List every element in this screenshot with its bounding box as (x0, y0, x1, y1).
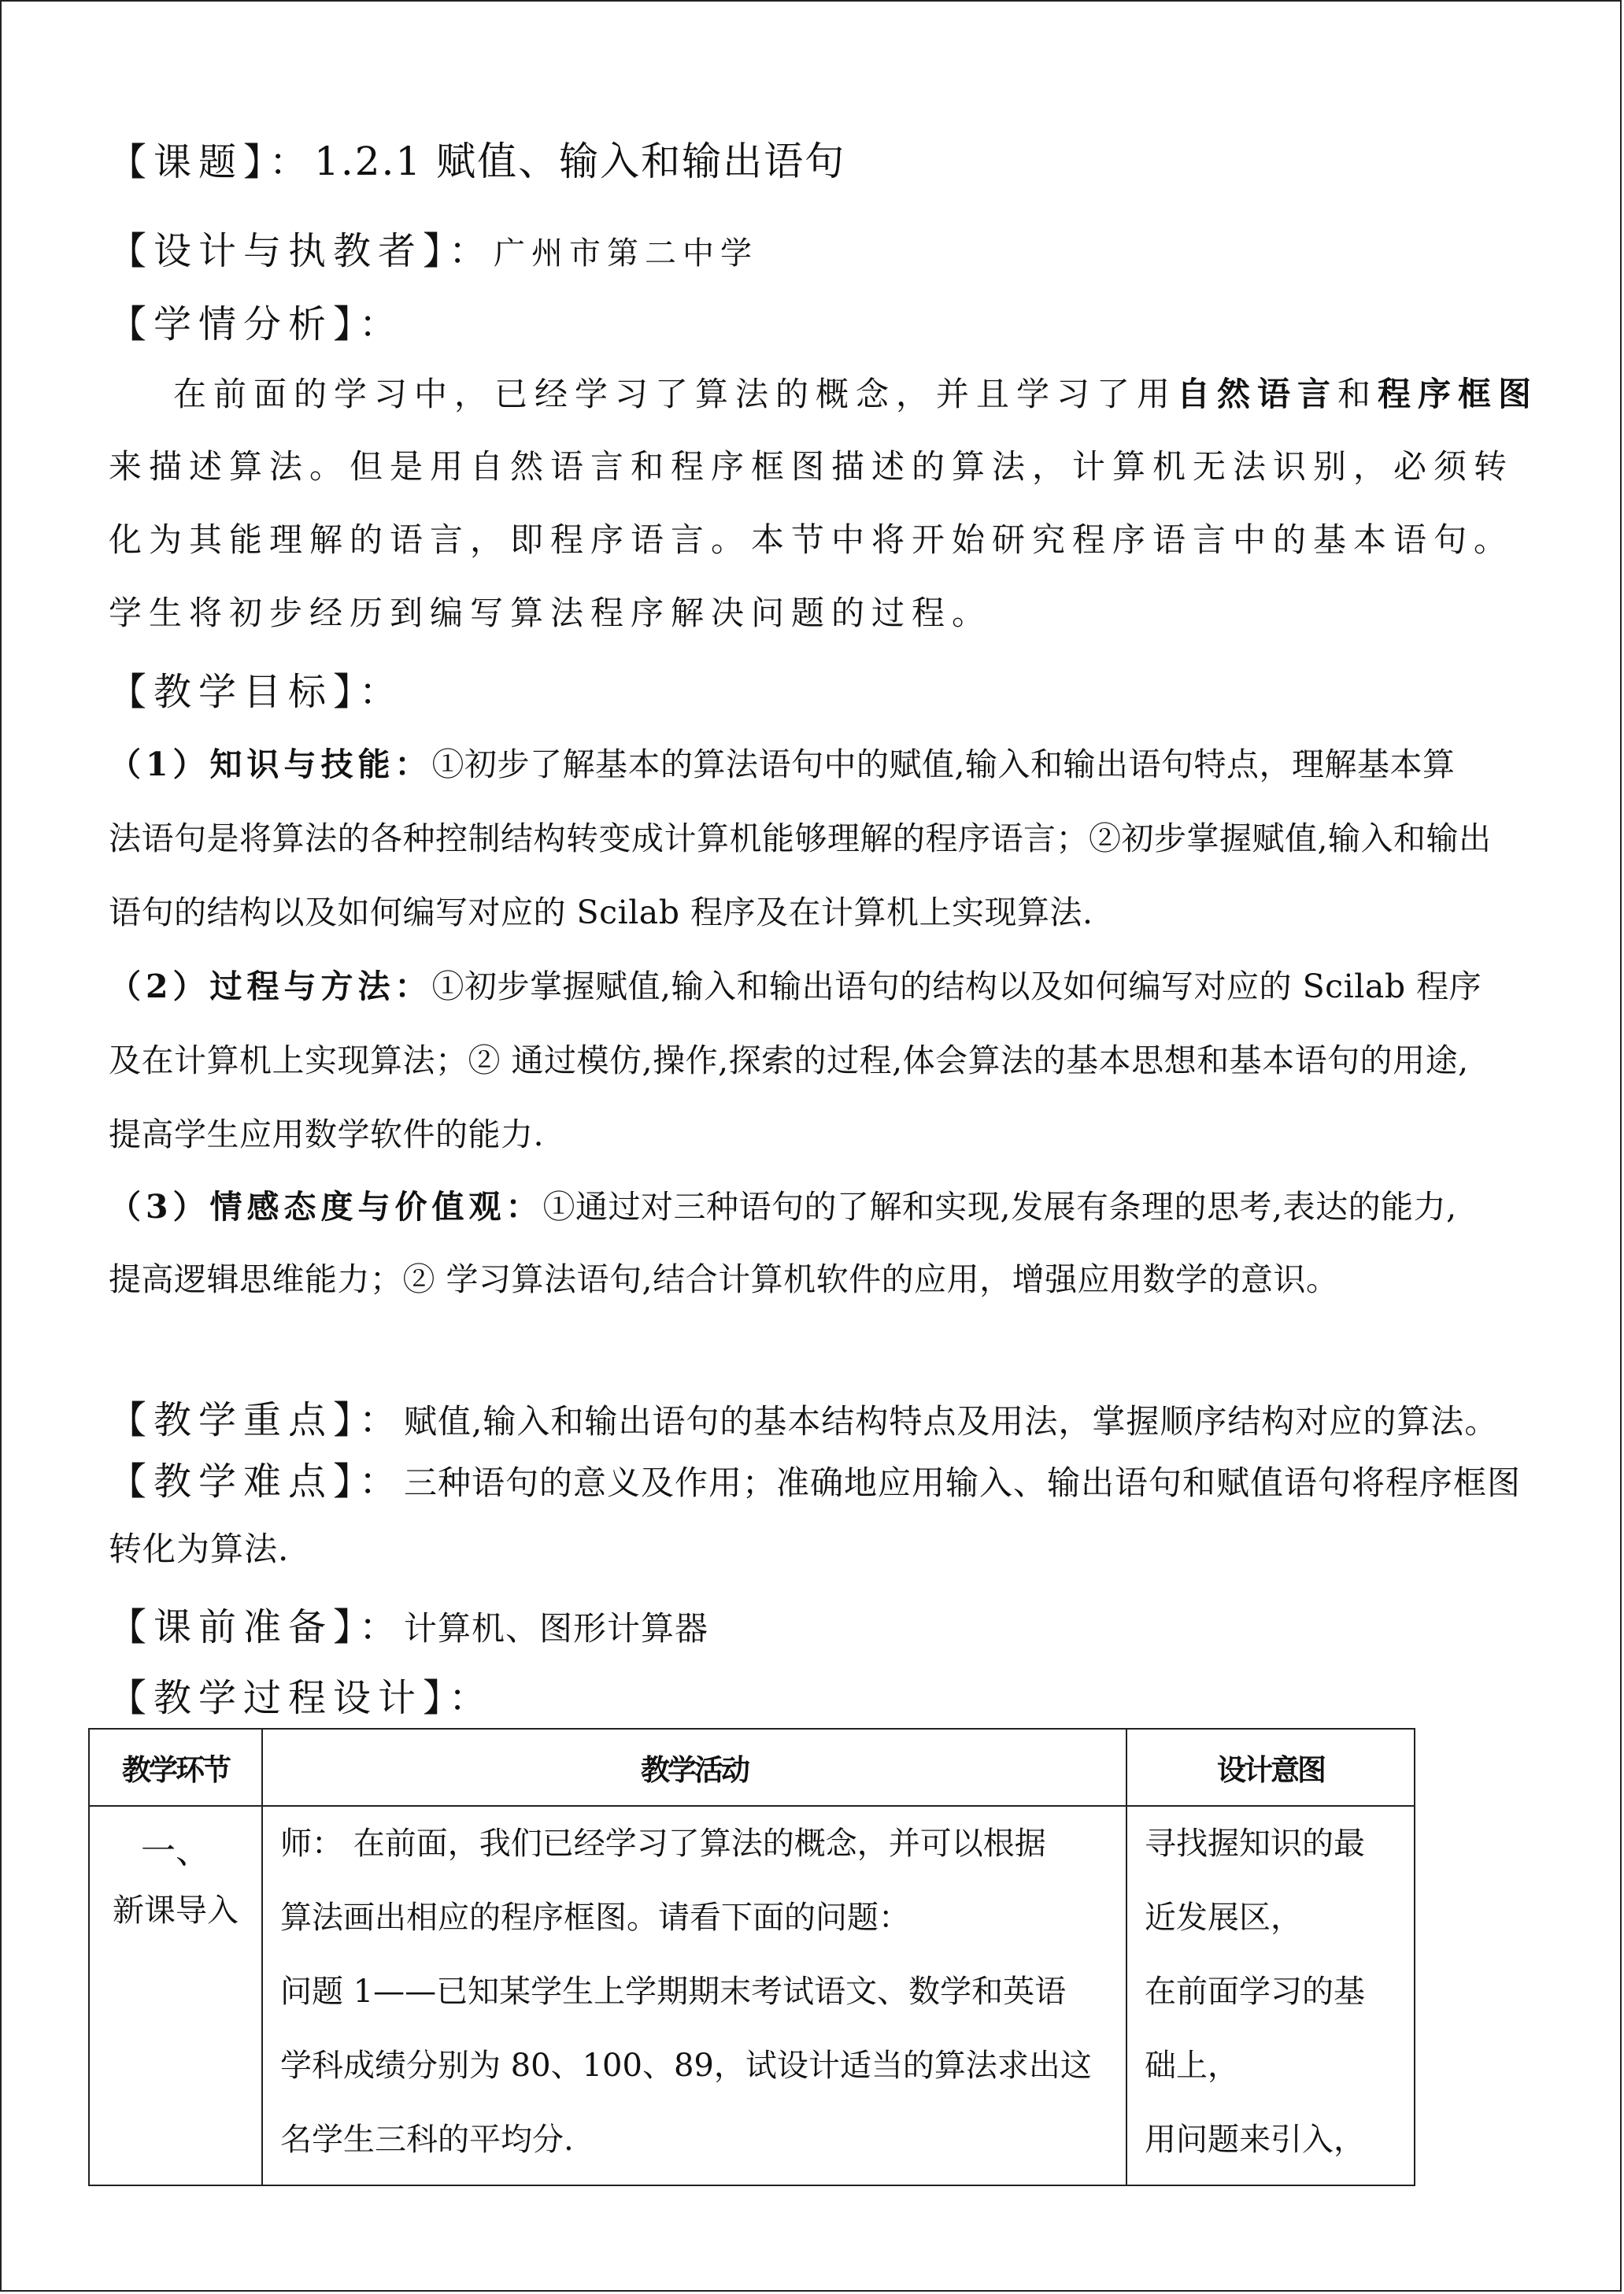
intent-cell (1126, 1806, 1415, 2185)
analysis-line-1 (173, 368, 1538, 416)
key-points-text: 赋值,输入和输出语句的基本结构特点及用法，掌握顺序结构对应的算法。 (404, 1402, 1499, 1441)
key-points-line (109, 1389, 1498, 1444)
objective-text: ①初步掌握赋值,输入和输出语句的结构以及如何编写对应的 Scilab 程序 (431, 968, 1482, 1005)
process-design-label: 【教学过程设计】： (109, 1676, 494, 1720)
objective-knowledge-line-3: 语句的结构以及如何编写对应的 Scilab 程序及在计算机上实现算法. (109, 894, 1093, 931)
objective-emotion-line-1 (109, 1181, 1457, 1227)
activity-line: 算法画出相应的程序框图。请看下面的问题： (280, 1900, 910, 1936)
table-row (89, 1806, 1415, 2185)
designer-line (109, 220, 758, 275)
objectives-label: 【教学目标】： (109, 670, 405, 714)
stage-name: 新课导入 (113, 1893, 239, 1929)
objective-process-line-3: 提高学生应用数学软件的能力. (109, 1116, 545, 1153)
bold-term-flowchart: 程序框图 (1378, 375, 1539, 413)
analysis-heading (109, 294, 404, 348)
designer-text: 广州市第二中学 (494, 235, 759, 272)
objective-text: ①初步了解基本的算法语句中的赋值,输入和输出语句特点，理解基本算 (431, 746, 1456, 783)
intent-line: 在前面学习的基 (1145, 1974, 1365, 2010)
header-stage: 教学环节 (89, 1729, 262, 1806)
header-activity: 教学活动 (262, 1729, 1126, 1806)
title-line (109, 130, 845, 187)
objective-knowledge-head: （1）知识与技能： (109, 746, 432, 783)
process-design-heading (109, 1667, 494, 1722)
intent-line: 础上， (1145, 2048, 1239, 2084)
difficulties-line (109, 1451, 1521, 1505)
teaching-process-table (88, 1728, 1415, 2186)
preparation-label: 【课前准备】： (109, 1605, 405, 1649)
difficulties-line-2: 转化为算法. (109, 1530, 290, 1568)
activity-line: 问题 1——已知某学生上学期期末考试语文、数学和英语 (280, 1974, 1067, 2010)
analysis-label: 【学情分析】： (109, 302, 405, 346)
title-label: 【课题】： (109, 140, 315, 184)
analysis-text: 在前面的学习中，已经学习了算法的概念，并且学习了用 (173, 375, 1178, 413)
stage-number: 一、 (141, 1831, 210, 1871)
intent-line: 寻找握知识的最 (1145, 1826, 1365, 1862)
analysis-text: 和 (1337, 375, 1378, 413)
title-text: 1.2.1 赋值、输入和输出语句 (314, 139, 846, 184)
activity-line: 师： 在前面，我们已经学习了算法的概念，并可以根据 (280, 1826, 1046, 1862)
analysis-line-3: 化为其能理解的语言，即程序语言。本节中将开始研究程序语言中的基本语句。 (109, 520, 1515, 559)
objective-process-line-1 (109, 960, 1482, 1007)
objective-emotion-line-2: 提高逻辑思维能力；② 学习算法语句,结合计算机软件的应用，增强应用数学的意识。 (109, 1260, 1339, 1298)
intent-line: 近发展区， (1145, 1900, 1302, 1936)
objective-process-line-2: 及在计算机上实现算法；② 通过模仿,操作,探索的过程,体会算法的基本思想和基本语句的用途, (109, 1042, 1469, 1079)
activity-line: 名学生三科的平均分. (280, 2122, 574, 2158)
preparation-text: 计算机、图形计算器 (404, 1609, 709, 1648)
analysis-line-4: 学生将初步经历到编写算法程序解决问题的过程。 (109, 594, 993, 632)
header-intent: 设计意图 (1126, 1729, 1415, 1806)
objective-text: ①通过对三种语句的了解和实现,发展有条理的思考,表达的能力, (542, 1188, 1457, 1226)
objective-knowledge-line-2: 法语句是将算法的各种控制结构转变成计算机能够理解的程序语言；②初步掌握赋值,输入和输出 (109, 820, 1492, 857)
activity-cell (262, 1806, 1126, 2185)
objective-emotion-head: （3）情感态度与价值观： (109, 1188, 543, 1226)
intent-line: 用问题来引入， (1145, 2122, 1365, 2158)
designer-label: 【设计与执教者】： (109, 229, 494, 273)
bold-term-natural-language: 自然语言 (1177, 375, 1338, 413)
difficulties-text: 三种语句的意义及作用；准确地应用输入、输出语句和赋值语句将程序框图 (404, 1463, 1522, 1502)
table-header-row (89, 1729, 1415, 1806)
analysis-line-2: 来描述算法。但是用自然语言和程序框图描述的算法，计算机无法识别，必须转 (109, 447, 1515, 486)
stage-cell (89, 1806, 262, 2185)
key-points-label: 【教学重点】： (109, 1398, 405, 1442)
preparation-line (109, 1597, 708, 1651)
activity-line: 学科成绩分别为 80、100、89，试设计适当的算法求出这 (280, 2048, 1092, 2084)
objectives-heading (109, 661, 404, 716)
objective-knowledge-line-1 (109, 738, 1456, 785)
objective-process-head: （2）过程与方法： (109, 968, 432, 1005)
difficulties-label: 【教学难点】： (109, 1460, 405, 1504)
